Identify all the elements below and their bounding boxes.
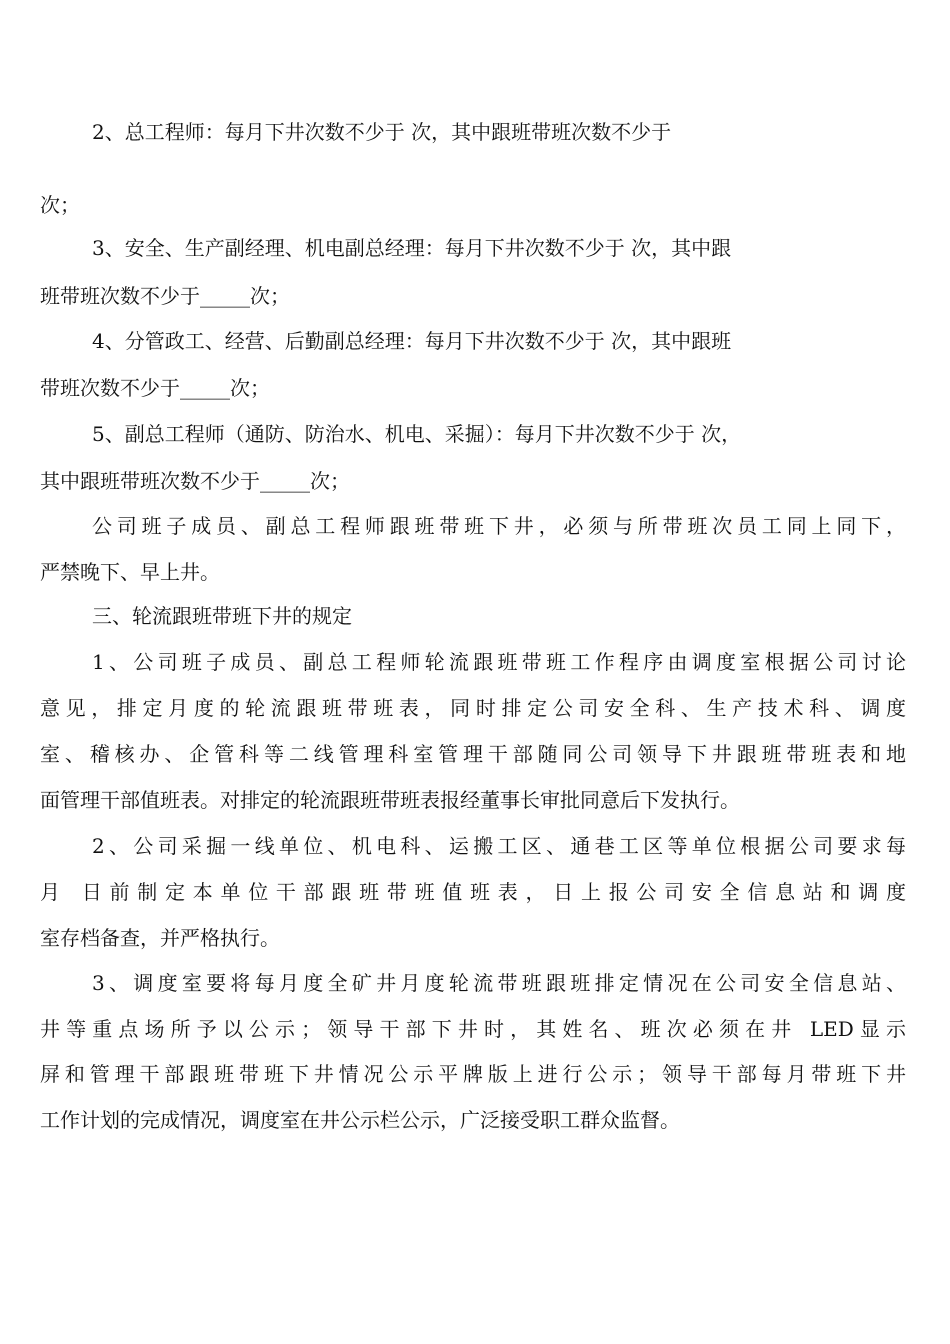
paragraph-line: 井等重点场所予以公示；领导干部下井时，其姓名、班次必须在井 LED显示: [40, 1017, 906, 1041]
paragraph-line: 带班次数不少于_____次；: [40, 376, 270, 400]
paragraph-line: 1、公司班子成员、副总工程师轮流跟班带班工作程序由调度室根据公司讨论: [92, 650, 906, 674]
paragraph-line: 工作计划的完成情况，调度室在井公示栏公示，广泛接受职工群众监督。: [40, 1108, 680, 1132]
paragraph-line: 月 日前制定本单位干部跟班带班值班表，日上报公司安全信息站和调度: [40, 880, 906, 904]
paragraph-line: 面管理干部值班表。对排定的轮流跟班带班表报经董事长审批同意后下发执行。: [40, 788, 740, 812]
paragraph-line: 班带班次数不少于_____次；: [40, 284, 290, 308]
paragraph-line: 室、稽核办、企管科等二线管理科室管理干部随同公司领导下井跟班带班表和地: [40, 742, 906, 766]
paragraph-line: 其中跟班带班次数不少于_____次；: [40, 469, 350, 493]
paragraph-line: 次；: [40, 193, 80, 217]
paragraph-line: 公司班子成员、副总工程师跟班带班下井，必须与所带班次员工同上同下，: [92, 514, 906, 538]
paragraph-line: 室存档备查，并严格执行。: [40, 926, 280, 950]
paragraph-line: 3、安全、生产副经理、机电副总经理：每月下井次数不少于 次，其中跟: [92, 236, 732, 260]
paragraph-line: 2、总工程师：每月下井次数不少于 次，其中跟班带班次数不少于: [92, 120, 672, 144]
paragraph-line: 意见，排定月度的轮流跟班带班表，同时排定公司安全科、生产技术科、调度: [40, 696, 906, 720]
paragraph-line: 2、公司采掘一线单位、机电科、运搬工区、通巷工区等单位根据公司要求每: [92, 834, 906, 858]
paragraph-line: 5、副总工程师（通防、防治水、机电、采掘）：每月下井次数不少于 次，: [92, 422, 742, 446]
paragraph-line: 4、分管政工、经营、后勤副总经理：每月下井次数不少于 次，其中跟班: [92, 329, 732, 353]
section-heading: 三、轮流跟班带班下井的规定: [92, 604, 352, 628]
paragraph-line: 屏和管理干部跟班带班下井情况公示平牌版上进行公示；领导干部每月带班下井: [40, 1062, 906, 1086]
paragraph-line: 3、调度室要将每月度全矿井月度轮流带班跟班排定情况在公司安全信息站、: [92, 971, 906, 995]
paragraph-line: 严禁晚下、早上井。: [40, 560, 220, 584]
